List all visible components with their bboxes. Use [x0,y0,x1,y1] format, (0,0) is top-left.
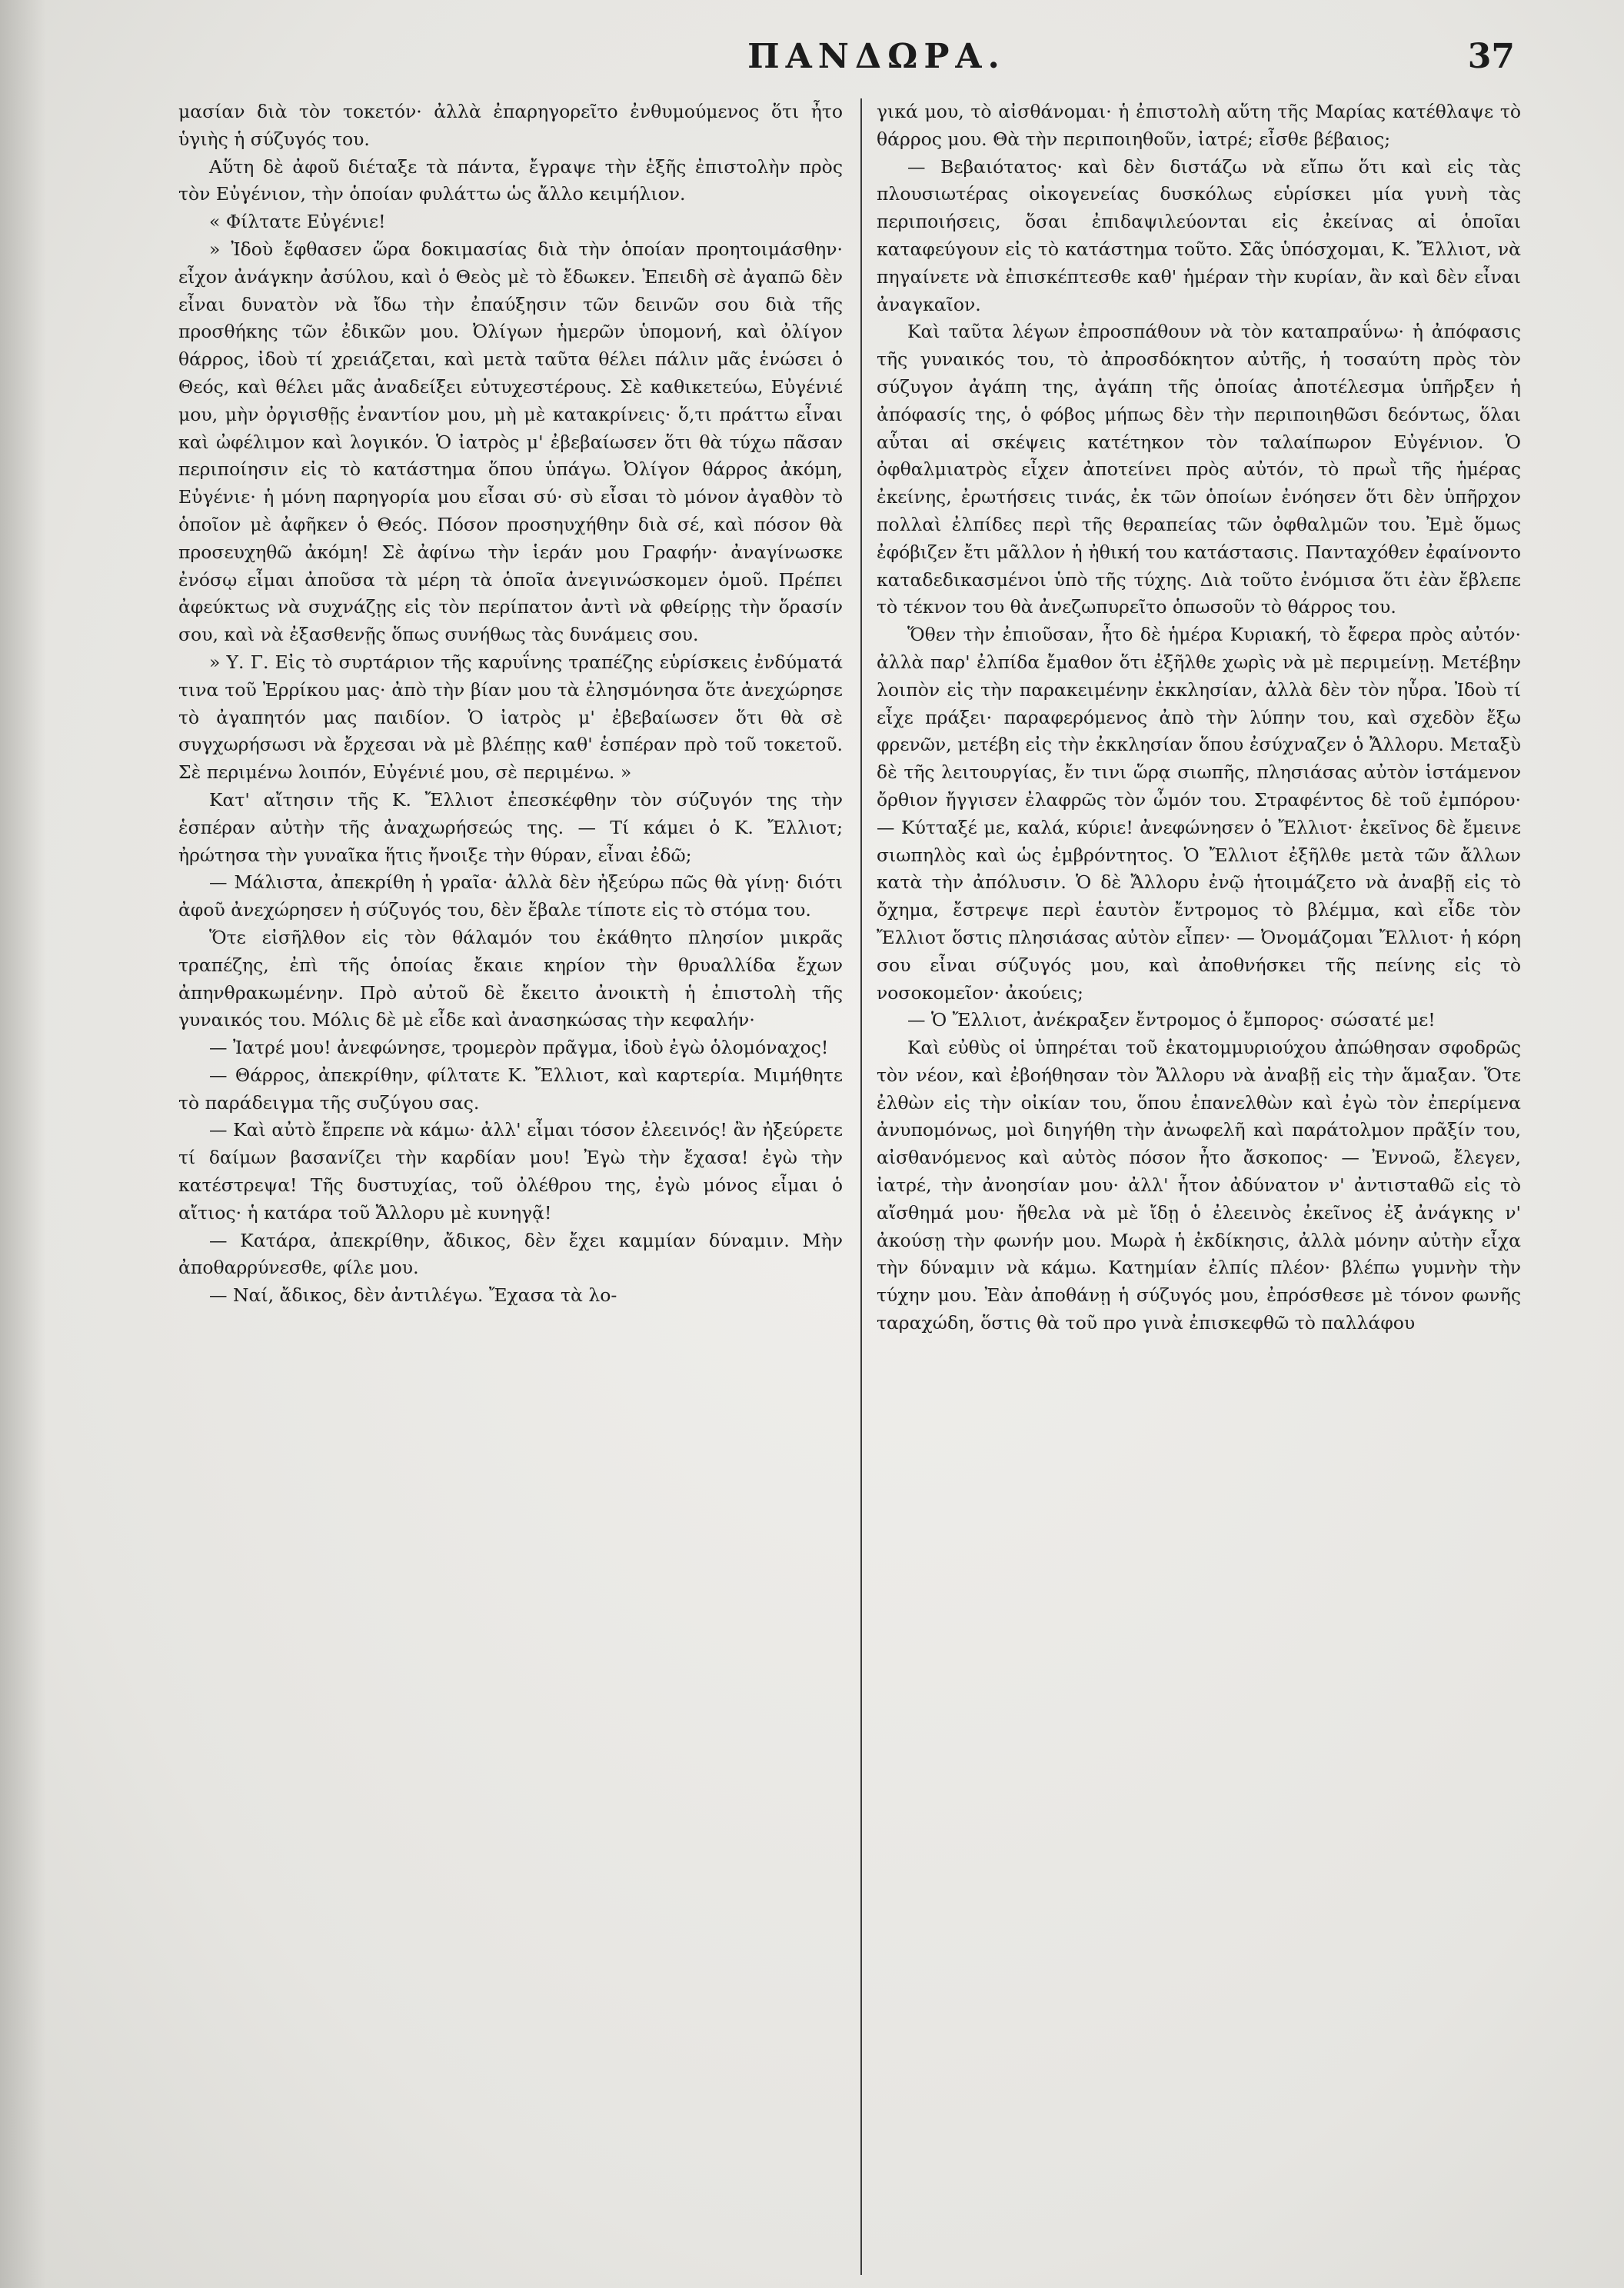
paragraph: Ὅτε εἰσῆλθον εἰς τὸν θάλαμόν του ἐκάθητο πλησίον μικρᾶς τραπέζης, ἐπὶ τῆς ὁποίας ἔκαιε κηρίον τὴν θρυαλλίδα ἔχων ἀπηνθρακωμένην. Πρὸ αὐτοῦ δὲ ἔκειτο ἀνοικτὴ ἡ ἐπιστολὴ τῆς γυναικός του. Μόλις δὲ μὲ εἶδε καὶ ἀνασηκώσας τὴν κεφαλήν· [178,926,843,1031]
page-number: 37 [1467,37,1515,76]
paragraph: Καὶ ταῦτα λέγων ἐπροσπάθουν νὰ τὸν καταπραΰνω· ἡ ἀπόφασις τῆς γυναικός του, τὸ ἀπροσδόκητον αὐτῆς, ἡ τοσαύτη πρὸς τὸν σύζυγον ἀγάπη της, ἀγάπη τῆς ὁποίας ἀποτέλεσμα ὑπῆρξεν ἡ ἀπόφασίς της, ὁ φόβος μήπως δὲν τὴν περιποιηθῶσι δεόντως, ὅλαι αὗται αἱ σκέψεις κατέτηκον τὸν ταλαίπωρον Εὐγένιον. Ὁ ὀφθαλμιατρὸς εἶχεν ἀποτείνει πρὸς αὐτόν, τὸ πρωῒ τῆς ἡμέρας ἐκείνης, ἐρωτήσεις τινάς, ἐκ τῶν ὁποίων ἐνόησεν ὅτι δὲν ὑπῆρχον πολλαὶ ἐλπίδες περὶ τῆς θεραπείας τῶν ὀφθαλμῶν του. Ἐμὲ ὅμως ἐφόβιζεν ἔτι μᾶλλον ἡ ἠθική του κατάστασις. Πανταχόθεν ἐφαίνοντο καταδεδικασμένοι ὑπὸ τῆς τύχης. Διὰ τοῦτο ἐνόμισα ὅτι ἐὰν ἔβλεπε τὸ τέκνον του θὰ ἀνεζωπυρεῖτο ὁπωσοῦν τὸ θάρρος του. [877,321,1521,618]
right-column [877,98,1521,2275]
dialogue-line: — Μάλιστα, ἀπεκρίθη ἡ γραῖα· ἀλλὰ δὲν ἠξεύρω πῶς θὰ γίνῃ· διότι ἀφοῦ ἀνεχώρησεν ἡ σύζυγός του, δὲν ἔβαλε τίποτε εἰς τὸ στόμα του. [178,871,843,921]
paragraph: μασίαν διὰ τὸν τοκετόν· ἀλλὰ ἐπαρηγορεῖτο ἐνθυμούμενος ὅτι ἦτο ὑγιὴς ἡ σύζυγός του. [178,101,843,150]
paragraph: γικά μου, τὸ αἰσθάνομαι· ἡ ἐπιστολὴ αὕτη τῆς Μαρίας κατέθλαψε τὸ θάρρος μου. Θὰ τὴν περιποιηθοῦν, ἰατρέ; εἶσθε βέβαιος; [877,101,1521,150]
dialogue-line: — Θάρρος, ἀπεκρίθην, φίλτατε Κ. Ἔλλιοτ, καὶ καρτερία. Μιμήθητε τὸ παράδειγμα τῆς συζύγου σας. [178,1064,843,1114]
column-divider [860,98,862,2275]
binding-shadow [0,0,46,2288]
letter-body: » Ἰδοὺ ἔφθασεν ὥρα δοκιμασίας διὰ τὴν ὁποίαν προητοιμάσθην· εἶχον ἀνάγκην ἀσύλου, καὶ ὁ Θεὸς μὲ τὸ ἔδωκεν. Ἐπειδὴ σὲ ἀγαπῶ δὲν εἶναι δυνατὸν νὰ ἴδω τὴν ἐπαύξησιν τῶν δεινῶν σου διὰ τῆς προσθήκης τῶν ἐδικῶν μου. Ὀλίγων ἡμερῶν ὑπομονή, καὶ ὀλίγον θάρρος, ἰδοὺ τί χρειάζεται, καὶ μετὰ ταῦτα θέλει πάλιν μᾶς ἑνώσει ὁ Θεός, καὶ θέλει μᾶς ἀναδείξει εὐτυχεστέρους. Σὲ καθικετεύω, Εὐγένιέ μου, μὴν ὀργισθῇς ἐναντίον μου, μὴ μὲ κατακρίνεις· ὅ,τι πράττω εἶναι καὶ ὠφέλιμον καὶ λογικόν. Ὁ ἰατρὸς μ' ἐβεβαίωσεν ὅτι θὰ τύχω πᾶσαν περιποίησιν εἰς τὸ κατάστημα ὅπου ὑπάγω. Ὀλίγον θάρρος ἀκόμη, Εὐγένιε· ἡ μόνη παρηγορία μου εἶσαι σύ· σὺ εἶσαι τὸ μόνον ἀγαθὸν τὸ ὁποῖον μὲ ἀφῆκεν ὁ Θεός. Πόσον προσηυχήθην διὰ σέ, καὶ πόσον θὰ προσευχηθῶ ἀκόμη! Σὲ ἀφίνω τὴν ἱεράν μου Γραφήν· ἀναγίνωσκε ἐνόσῳ εἶμαι ἀποῦσα τὰ μέρη τὰ ὁποῖα ἀνεγινώσκομεν ὁμοῦ. Πρέπει ἀφεύκτως νὰ συχνάζῃς εἰς τὸν περίπατον ἀντὶ νὰ φθείρῃς τὴν ὅρασίν σου, καὶ νὰ ἐξασθενῇς ὅπως συνήθως τὰς δυνάμεις σου. [178,238,843,646]
dialogue-line: — Βεβαιότατος· καὶ δὲν διστάζω νὰ εἴπω ὅτι καὶ εἰς τὰς πλουσιωτέρας οἰκογενείας δυσκόλως εὑρίσκει μία γυνὴ τὰς περιποιήσεις, ὅσαι ἐπιδαψιλεύονται εἰς ἐκείνας αἱ ὁποῖαι καταφεύγουν εἰς τὸ κατάστημα τοῦτο. Σᾶς ὑπόσχομαι, Κ. Ἔλλιοτ, νὰ πηγαίνετε νὰ ἐπισκέπτεσθε καθ' ἡμέραν τὴν κυρίαν, ἂν καὶ δὲν εἶναι ἀναγκαῖον. [877,155,1521,315]
dialogue-line: — Ναί, ἄδικος, δὲν ἀντιλέγω. Ἔχασα τὰ λο- [209,1284,617,1307]
dialogue-line: — Κατάρα, ἀπεκρίθην, ἄδικος, δὲν ἔχει καμμίαν δύναμιν. Μὴν ἀποθαρρύνεσθε, φίλε μου. [178,1229,843,1279]
left-column [178,98,843,2275]
paragraph: Καὶ εὐθὺς οἱ ὑπηρέται τοῦ ἑκατομμυριούχου ἀπώθησαν σφοδρῶς τὸν νέον, καὶ ἐβοήθησαν τὸν Ἄλλορυ νὰ ἀναβῇ εἰς τὴν ἅμαξαν. Ὅτε ἐλθὼν εἰς τὴν οἰκίαν του, ὅπου ἐπανελθὼν καὶ ἐγὼ τὸν ἐπερίμενα ἀνυπομόνως, μοὶ διηγήθη τὴν ἀνωφελῆ καὶ παράτολμον πρᾶξίν του, αἰσθανόμενος καὶ αὐτὸς πόσον ἦτο ἄσκοπος· — Ἐννοῶ, ἔλεγεν, ἰατρέ, τὴν ἀνοησίαν μου· ἀλλ' ἦτον ἀδύνατον ν' ἀντισταθῶ εἰς τὸ αἴσθημά μου· ἤθελα νὰ μὲ ἴδῃ ὁ ἐλεεινὸς ἐκεῖνος ἐξ ἀνάγκης ν' ἀκούσῃ τὴν φωνήν μου. Μωρὰ ἡ ἐκδίκησις, ἀλλὰ μόνην αὐτὴν εἶχα τὴν δύναμιν νὰ κάμω. Κατημίαν ἐλπίς πλέον· βλέπω γυμνὴν τὴν τύχην μου. Ἐὰν ἀποθάνῃ ἡ σύζυγός μου, ἐπρόσθεσε μὲ τόνον φωνῆς ταραχώδη, ὅστις θὰ τοῦ προ γινὰ ἐπισκεφθῶ τὸ παλλάφου [877,1037,1521,1334]
journal-title: ΠΑΝΔΩΡΑ. [747,37,1006,76]
dialogue-line: — Ὁ Ἔλλιοτ, ἀνέκραξεν ἔντρομος ὁ ἔμπορος· σώσατέ με! [907,1009,1436,1031]
dialogue-line: — Ἰατρέ μου! ἀνεφώνησε, τρομερὸν πρᾶγμα, ἰδοὺ ἐγὼ ὁλομόναχος! [209,1037,829,1059]
letter-postscript: » Υ. Γ. Εἰς τὸ συρτάριον τῆς καρυΐνης τραπέζης εὑρίσκεις ἐνδύματά τινα τοῦ Ἐρρίκου μας· ἀπὸ τὴν βίαν μου τὰ ἐλησμόνησα ὅτε ἀνεχώρησε τὸ ἀγαπητόν μας παιδίον. Ὁ ἰατρὸς μ' ἐβεβαίωσεν ὅτι θὰ σὲ συγχωρήσωσι νὰ ἔρχεσαι νὰ μὲ βλέπῃς καθ' ἑσπέραν πρὸ τοῦ τοκετοῦ. Σὲ περιμένω λοιπόν, Εὐγένιέ μου, σὲ περιμένω. » [178,651,843,784]
paragraph: Αὕτη δὲ ἀφοῦ διέταξε τὰ πάντα, ἔγραψε τὴν ἑξῆς ἐπιστολὴν πρὸς τὸν Εὐγένιον, τὴν ὁποίαν φυλάττω ὡς ἄλλο κειμήλιον. [178,155,843,205]
paragraph: Κατ' αἴτησιν τῆς Κ. Ἔλλιοτ ἐπεσκέφθην τὸν σύζυγόν της τὴν ἑσπέραν αὐτὴν τῆς ἀναχωρήσεώς της. — Τί κάμει ὁ Κ. Ἔλλιοτ; ἠρώτησα τὴν γυναῖκα ἥτις ἤνοιξε τὴν θύραν, εἶναι ἐδῶ; [178,788,843,866]
letter-salutation: « Φίλτατε Εὐγένιε! [209,211,386,233]
dialogue-line: — Καὶ αὐτὸ ἔπρεπε νὰ κάμω· ἀλλ' εἶμαι τόσον ἐλεεινός! ἂν ἠξεύρετε τί δαίμων βασανίζει τὴν καρδίαν μου! Ἐγὼ τὴν ἔχασα! ἐγὼ τὴν κατέστρεψα! Τῆς δυστυχίας, τοῦ ὀλέθρου της, ἐγὼ μόνος εἶμαι ὁ αἴτιος· ἡ κατάρα τοῦ Ἄλλορυ μὲ κυνηγᾷ! [178,1119,843,1224]
paragraph: Ὅθεν τὴν ἐπιοῦσαν, ἦτο δὲ ἡμέρα Κυριακή, τὸ ἔφερα πρὸς αὐτόν· ἀλλὰ παρ' ἐλπίδα ἔμαθον ὅτι ἐξῆλθε χωρὶς νὰ μὲ περιμείνῃ. Μετέβην λοιπὸν εἰς τὴν παρακειμένην ἐκκλησίαν, ἀλλὰ δὲν τὸν ηὗρα. Ἰδοὺ τί εἶχε πράξει· παραφερόμενος ἀπὸ τὴν λύπην του, καὶ σχεδὸν ἔξω φρενῶν, μετέβη εἰς τὴν ἐκκλησίαν ὅπου ἐσύχναζεν ὁ Ἄλλορυ. Μεταξὺ δὲ τῆς λειτουργίας, ἔν τινι ὥρᾳ σιωπῆς, πλησιάσας αὐτὸν ἱστάμενον ὄρθιον ἤγγισεν ἐλαφρῶς τὸν ὦμόν του. Στραφέντος δὲ τοῦ ἐμπόρου· — Κύτταξέ με, καλά, κύριε! ἀνεφώνησεν ὁ Ἔλλιοτ· ἐκεῖνος δὲ ἔμεινε σιωπηλὸς καὶ ὡς ἐμβρόντητος. Ὁ Ἔλλιοτ ἐξῆλθε μετὰ τῶν ἄλλων κατὰ τὴν ἀπόλυσιν. Ὁ δὲ Ἄλλορυ ἐνῷ ἡτοιμάζετο νὰ ἀναβῇ εἰς τὸ ὄχημα, ἔστρεψε περὶ ἑαυτὸν ἔντρομος τὸ βλέμμα, καὶ εἶδε τὸν Ἔλλιοτ ὅστις πλησιάσας αὐτὸν εἶπεν· — Ὀνομάζομαι Ἔλλιοτ· ἡ κόρη σου εἶναι σύζυγός μου, καὶ ἀποθνήσκει τῆς πείνης εἰς τὸ νοσοκομεῖον· ἀκούεις; [877,624,1521,1004]
running-head [0,37,1624,91]
